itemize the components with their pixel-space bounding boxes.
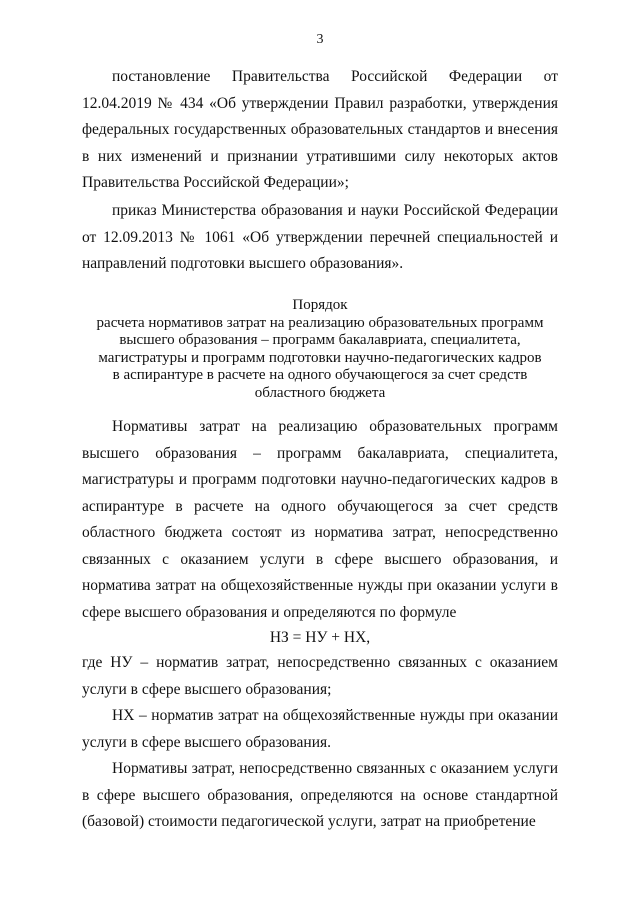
heading-line: высшего образования – программ бакалавриата, специалитета,	[119, 332, 521, 349]
heading-title: Порядок	[292, 297, 348, 313]
paragraph-cost-norms: Нормативы затрат на реализацию образовательных программ высшего образования – программ бакалавриата, специалитета, магистратуры и программ подготовки научно-педагогических кадров в аспирантуре в расчете на одного обучающегося за счет средств областного бюджета состоят из норматива затрат, непосредственно связанных с оказанием услуги в сфере высшего образования, и норматива затрат на общехозяйственные нужды при оказании услуги в сфере высшего образования и определяются по формуле	[82, 418, 558, 621]
paragraph-nh-definition: НХ – норматив затрат на общехозяйственные нужды при оказании услуги в сфере высшего образования.	[82, 707, 558, 751]
heading-line: расчета нормативов затрат на реализацию образовательных программ	[96, 314, 544, 331]
heading-line: в аспирантуре в расчете на одного обучающегося за счет средств	[112, 367, 528, 384]
paragraph-decree-434: постановление Правительства Российской Федерации от 12.04.2019 № 434 «Об утверждении Правил разработки, утверждения федеральных государственных образовательных стандартов и внесения в них изменений и признании утратившими силу некоторых актов Правительства Российской Федерации»;	[82, 68, 558, 191]
paragraph-order-1061: приказ Министерства образования и науки Российской Федерации от 12.09.2013 № 1061 «Об утверждении перечней специальностей и направлений подготовки высшего образования».	[82, 202, 558, 272]
paragraph-nu-definition: где НУ – норматив затрат, непосредственно связанных с оказанием услуги в сфере высшего образования;	[82, 654, 558, 698]
heading-line: областного бюджета	[254, 384, 386, 401]
page-number: 3	[316, 32, 324, 47]
heading-line: магистратуры и программ подготовки научно-педагогических кадров	[98, 349, 542, 366]
formula: НЗ = НУ + НХ,	[269, 629, 371, 646]
paragraph-direct-costs: Нормативы затрат, непосредственно связанных с оказанием услуги в сфере высшего образования, определяются на основе стандартной (базовой) стоимости педагогической услуги, затрат на приобретение	[82, 760, 558, 830]
section-heading	[82, 297, 558, 403]
